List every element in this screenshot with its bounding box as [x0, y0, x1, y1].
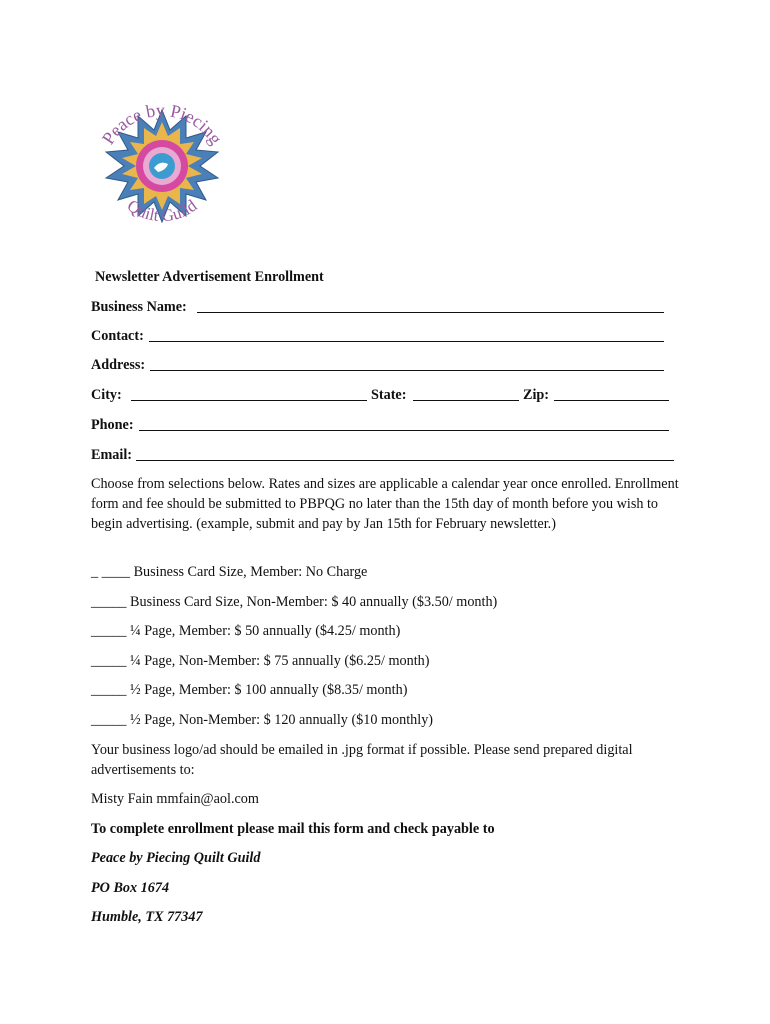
option-row[interactable] — [91, 652, 429, 670]
logo-text-top: Peace by Piecing — [97, 99, 227, 148]
phone-field[interactable] — [139, 430, 669, 431]
option-blank[interactable]: _____ — [91, 653, 127, 669]
city-state-zip: Humble, TX 77347 — [91, 909, 203, 925]
city-state-zip-row — [91, 386, 671, 406]
address-field[interactable] — [150, 370, 664, 371]
option-blank[interactable]: _____ — [91, 682, 127, 698]
option-row[interactable] — [91, 711, 433, 729]
payee-name: Peace by Piecing Quilt Guild — [91, 850, 261, 866]
guild-logo — [82, 92, 242, 238]
address-label: Address: — [91, 357, 146, 373]
po-box: PO Box 1674 — [91, 880, 170, 896]
option-blank[interactable]: _ ____ — [91, 564, 131, 580]
logo-text-bottom: Quilt Guild — [123, 195, 201, 226]
phone-row — [91, 416, 671, 436]
option-label: ½ Page, Non-Member: $ 120 annually ($10 monthly) — [130, 712, 434, 728]
city-label: City: — [91, 387, 122, 403]
option-label: ¼ Page, Non-Member: $ 75 annually ($6.25/ month) — [130, 653, 430, 669]
option-row[interactable] — [91, 681, 407, 699]
state-field[interactable] — [413, 400, 519, 401]
contact-row — [91, 327, 666, 347]
email-label: Email: — [91, 447, 132, 463]
option-label: ¼ Page, Member: $ 50 annually ($4.25/ month) — [130, 623, 401, 639]
contact-label: Contact: — [91, 328, 144, 344]
phone-label: Phone: — [91, 417, 134, 433]
state-label: State: — [371, 387, 407, 403]
address-row — [91, 356, 666, 376]
business-name-label: Business Name: — [91, 299, 187, 315]
option-row[interactable] — [91, 622, 400, 640]
business-name-field[interactable] — [197, 312, 664, 313]
email-field[interactable] — [136, 460, 674, 461]
option-blank[interactable]: _____ — [91, 712, 127, 728]
option-label: Business Card Size, Member: No Charge — [133, 564, 368, 580]
logo-note: Your business logo/ad should be emailed in .jpg format if possible. Please send prepared digital advertisements to: — [91, 742, 633, 778]
option-row[interactable] — [91, 593, 497, 611]
form-heading: Newsletter Advertisement Enrollment — [95, 269, 324, 285]
email-row — [91, 446, 676, 466]
mail-instruction: To complete enrollment please mail this form and check payable to — [91, 821, 495, 837]
city-field[interactable] — [131, 400, 367, 401]
contact-field[interactable] — [149, 341, 664, 342]
option-row[interactable] — [91, 563, 367, 581]
zip-label: Zip: — [523, 387, 550, 403]
intro-paragraph: Choose from selections below. Rates and sizes are applicable a calendar year once enrolled. Enrollment form and fee should be submitted to PBPQG no later than the 15th day of month before you wish to begin advertising. (example, submit and pay by Jan 15th for February newsletter.) — [91, 476, 679, 532]
zip-field[interactable] — [554, 400, 669, 401]
option-blank[interactable]: _____ — [91, 594, 127, 610]
option-blank[interactable]: _____ — [91, 623, 127, 639]
contact-person: Misty Fain mmfain@aol.com — [91, 791, 259, 807]
business-name-row — [91, 298, 666, 318]
option-label: ½ Page, Member: $ 100 annually ($8.35/ month) — [130, 682, 408, 698]
option-label: Business Card Size, Non-Member: $ 40 annually ($3.50/ month) — [130, 594, 498, 610]
